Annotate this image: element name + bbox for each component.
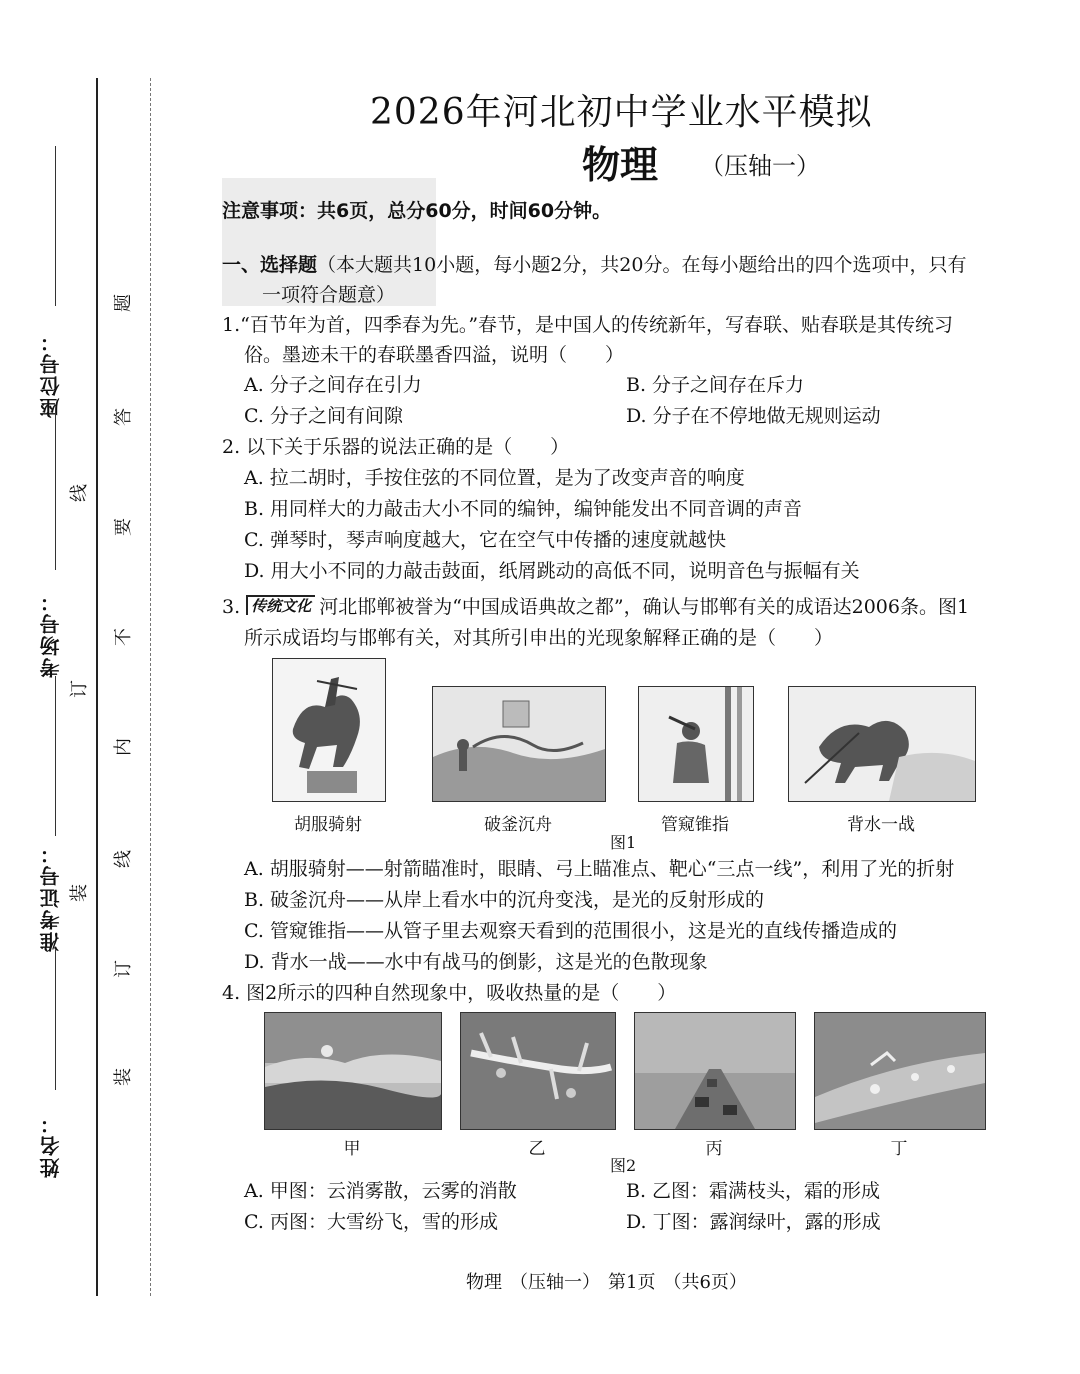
q4-option-c: C. 丙图：大雪纷飞，雪的形成 — [244, 1211, 498, 1233]
bind-char-xian: 线 — [69, 484, 90, 502]
footer-page: 第1页 — [608, 1272, 656, 1293]
page-footer — [466, 1268, 755, 1294]
seat-field-line — [55, 146, 56, 306]
q4-stem: 4. 图2所示的四种自然现象中，吸收热量的是（ ） — [222, 982, 677, 1004]
no-answer-char-yao: 要 — [113, 518, 134, 536]
figure2-image-ding — [814, 1012, 986, 1130]
q3-option-c: C. 管窥锥指——从管子里去观察天看到的范围很小，这是光的直线传播造成的 — [244, 920, 897, 942]
figure2-image-yi — [460, 1012, 616, 1130]
q1-stem-line1: 1.“百节年为首，四季春为先。”春节，是中国人的传统新年，写春联、贴春联是其传统习 — [222, 314, 954, 336]
ticket-field-line — [55, 676, 56, 836]
figure1-label: 图1 — [610, 833, 637, 852]
q3-stem-text: 河北邯郸被誉为“中国成语典故之都”，确认与邯郸有关的成语达2006条。图1 — [319, 596, 970, 618]
no-answer-char-da: 答 — [113, 408, 134, 426]
q1-option-a: A. 分子之间存在引力 — [244, 374, 422, 396]
frost-branch-icon — [461, 1013, 615, 1129]
no-answer-char-zhuang: 装 — [113, 1068, 134, 1086]
name-field-line — [55, 950, 56, 1090]
no-answer-char-nei: 内 — [113, 738, 134, 756]
bamboo-scholar-icon — [639, 687, 753, 801]
subject-subtitle: （压轴一） — [700, 152, 820, 180]
q1-option-d: D. 分子在不停地做无规则运动 — [626, 405, 881, 427]
footer-sub: （压轴一） — [510, 1272, 600, 1293]
figure2-label: 图2 — [610, 1156, 637, 1175]
warhorse-icon — [789, 687, 975, 801]
q2-option-c: C. 弹琴时，琴声响度越大，它在空气中传播的速度就越快 — [244, 529, 726, 551]
no-answer-char-bu: 不 — [113, 628, 134, 646]
figure1-image-battle — [788, 686, 976, 802]
q4-option-a: A. 甲图：云消雾散，云雾的消散 — [244, 1180, 517, 1202]
q4-option-b: B. 乙图：霜满枝头，霜的形成 — [626, 1180, 881, 1202]
q2-option-a: A. 拉二胡时，手按住弦的不同位置，是为了改变声音的响度 — [244, 467, 745, 489]
exam-note: 注意事项：共6页，总分60分，时间60分钟。 — [222, 200, 612, 222]
no-answer-char-ti: 题 — [113, 294, 134, 312]
footer-total: （共6页） — [663, 1272, 747, 1293]
q3-option-a: A. 胡服骑射——射箭瞄准时，眼睛、弓上瞄准点、靶心“三点一线”，利用了光的折射 — [244, 858, 955, 880]
footer-subject: 物理 — [466, 1272, 502, 1293]
q2-stem: 2. 以下关于乐器的说法正确的是（ ） — [222, 436, 570, 458]
section-heading — [222, 250, 966, 280]
figure1-image-boat — [432, 686, 606, 802]
q1-option-c: C. 分子之间有间隙 — [244, 405, 403, 427]
q4-option-d: D. 丁图：露润绿叶，露的形成 — [626, 1211, 881, 1233]
name-field-label: 姓名： — [39, 1112, 63, 1178]
section-title: 一、选择题 — [222, 254, 318, 276]
ticket-field-label: 准考证号： — [39, 842, 63, 952]
q3-number: 3. — [222, 596, 241, 618]
section-desc-line1: （本大题共10小题，每小题2分，共20分。在每小题给出的四个选项中，只有 — [317, 254, 967, 276]
q3-option-b: B. 破釜沉舟——从岸上看水中的沉舟变浅，是光的反射形成的 — [244, 889, 765, 911]
culture-badge: 传统文化 — [246, 595, 315, 615]
binding-line-dashed — [150, 78, 151, 1296]
snowy-road-icon — [635, 1013, 795, 1129]
figure1-caption-3: 管窥锥指 — [661, 815, 729, 835]
q3-stem-line1 — [222, 592, 969, 622]
seat-field-label: 座位号： — [39, 330, 63, 418]
figure1-caption-2: 破釜沉舟 — [484, 815, 552, 835]
figure2-image-bing — [634, 1012, 796, 1130]
mountain-fog-icon — [265, 1013, 441, 1129]
figure2-caption-bing: 丙 — [705, 1139, 723, 1159]
q3-stem-line2: 所示成语均与邯郸有关，对其所引申出的光现象解释正确的是（ ） — [244, 627, 834, 649]
horse-statue-icon — [273, 659, 385, 801]
bind-char-zhuang: 装 — [69, 884, 90, 902]
bind-char-ding: 订 — [69, 680, 90, 698]
q2-option-d: D. 用大小不同的力敲击鼓面，纸屑跳动的高低不同，说明音色与振幅有关 — [244, 560, 860, 582]
figure2-caption-yi: 乙 — [528, 1139, 546, 1159]
figure1-image-horse-archer — [272, 658, 386, 802]
q1-option-b: B. 分子之间存在斥力 — [626, 374, 805, 396]
no-answer-char-ding: 订 — [113, 960, 134, 978]
room-field-label: 考场号： — [39, 590, 63, 678]
figure1-image-tube — [638, 686, 754, 802]
boat-painting-icon — [433, 687, 605, 801]
figure2-image-jia — [264, 1012, 442, 1130]
exam-title: 2026年河北初中学业水平模拟 — [370, 92, 873, 133]
subject-title: 物理 — [582, 143, 659, 187]
figure1-caption-4: 背水一战 — [847, 815, 915, 835]
figure1-caption-1: 胡服骑射 — [294, 815, 362, 835]
no-answer-char-xian: 线 — [113, 850, 134, 868]
figure2-caption-ding: 丁 — [890, 1139, 908, 1159]
figure2-caption-jia: 甲 — [343, 1139, 361, 1159]
q2-option-b: B. 用同样大的力敲击大小不同的编钟，编钟能发出不同音调的声音 — [244, 498, 803, 520]
binding-line-solid — [96, 78, 98, 1296]
q1-stem-line2: 俗。墨迹未干的春联墨香四溢，说明（ ） — [244, 344, 625, 366]
q3-option-d: D. 背水一战——水中有战马的倒影，这是光的色散现象 — [244, 951, 708, 973]
room-field-line — [55, 410, 56, 570]
dew-leaf-icon — [815, 1013, 985, 1129]
section-desc-line2: 一项符合题意） — [262, 284, 396, 306]
